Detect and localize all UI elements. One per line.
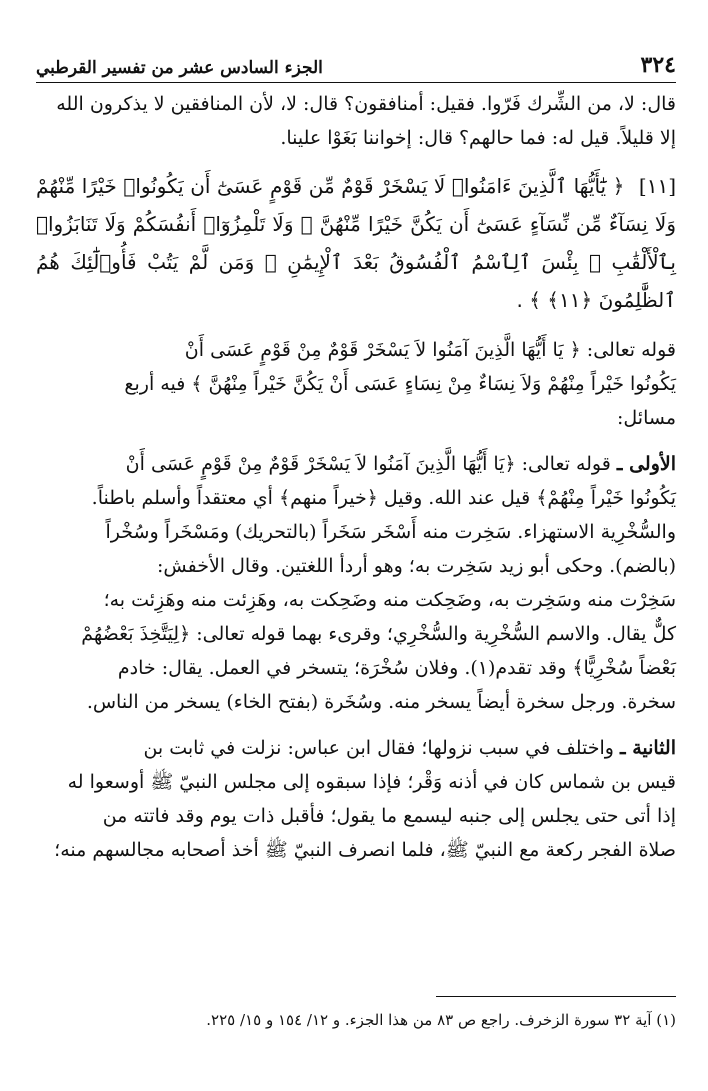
section-first <box>36 447 676 719</box>
section-second <box>36 731 676 867</box>
footnote: (١) آية ٣٢ سورة الزخرف. راجع ص ٨٣ من هذا الجزء. و ١٢/ ١٥٤ و ١٥/ ٢٢٥. <box>206 1011 676 1029</box>
page-header <box>36 52 676 83</box>
text-line: كلٌّ يقال. والاسم السُّخْرِية والسُّخْرِي؛ وقرىء بهما قوله تعالى: ﴿لِيَتَّخِذَ بَعْضُهُمْ <box>81 623 676 645</box>
text-line: سخرة. ورجل سخرة أيضاً يسخر منه. وسُخَرة (بفتح الخاء) يسخر من الناس. <box>86 691 676 713</box>
verse-number: [١١] <box>638 174 676 198</box>
text-line: يَكُونُوا خَيْراً مِنْهُمْ وَلاَ نِسَاءٌ مِنْ نِسَاءٍ عَسَى أَنْ يَكُنَّ خَيْراً مِنْهُنَّ ﴾ فيه أربع <box>124 373 676 395</box>
text-line: مسائل: <box>617 407 676 429</box>
intro-text <box>36 87 676 155</box>
quran-verse <box>36 167 676 319</box>
text-line: يَكُونُوا خَيْراً مِنْهُمْ﴾ قيل عند الله. وقيل ﴿خيراً منهم﴾ أي معتقداً وأسلم باطناً. <box>91 487 676 509</box>
paragraph-commentary <box>36 333 676 435</box>
text-line: قوله تعالى: ﴿يَا أَيُّهَا الَّذِينَ آمَنُوا لاَ يَسْخَرْ قَوْمٌ مِنْ قَوْمٍ عَسَى أَنْ <box>125 453 611 475</box>
text-line: صلاة الفجر ركعة مع النبيّ ﷺ، فلما انصرف النبيّ ﷺ أخذ أصحابه مجالسهم منه؛ <box>54 839 676 861</box>
text-line: بَعْضاً سُخْرِيًّا﴾ وقد تقدم(١). وفلان سُخْرَة؛ يتسخر في العمل. يقال: خادم <box>117 657 676 679</box>
section-label: الأولى ـ <box>616 453 676 475</box>
text-line: قال: لا، من الشِّرك فَرّوا. فقيل: أمنافقون؟ قال: لا، لأن المنافقين لا يذكرون الله <box>56 93 676 115</box>
text-line: واختلف في سبب نزولها؛ فقال ابن عباس: نزلت في ثابت بن <box>143 737 614 759</box>
text-line: قيس بن شماس كان في أذنه وَقْر؛ فإذا سبقوه إلى مجلس النبيّ ﷺ أوسعوا له <box>67 771 676 793</box>
verse-text: ﴿ يَٰٓأَيُّهَا ٱلَّذِينَ ءَامَنُوا۟ لَا يَسْخَرْ قَوْمٌ مِّن قَوْمٍ عَسَىٰٓ أَن يَكُونُوا۟ خَيْرًا مِّنْهُمْ وَلَا نِسَآءٌ مِّن نِّسَآءٍ عَسَىٰٓ أَن يَكُنَّ خَيْرًا مِّنْهُنَّ ۖ وَلَا تَلْمِزُوٓا۟ أَنفُسَكُمْ وَلَا تَنَابَزُوا۟ بِٱلْأَلْقَٰبِ ۖ بِئْسَ ٱلِٱسْمُ ٱلْفُسُوقُ بَعْدَ ٱلْإِيمَٰنِ ۚ وَمَن لَّمْ يَتُبْ فَأُو۟لَٰٓئِكَ هُمُ ٱلظَّٰلِمُونَ ﴿١١﴾ ﴾ . <box>36 174 676 312</box>
page-body <box>36 52 676 867</box>
section-label: الثانية ـ <box>620 737 676 759</box>
text-line: إلا قليلاً. قيل له: فما حالهم؟ قال: إخواننا بَغَوْا علينا. <box>280 127 676 149</box>
text-line: إذا أتى حتى يجلس إلى جنبه ليسمع ما يقول؛ فأقبل ذات يوم وقد فاتته من <box>102 805 676 827</box>
text-line: سَخِرْت منه وسَخِرت به، وضَحِكت منه وضَحِكت به، وهَزِئت منه وهَزِئت به؛ <box>103 589 676 611</box>
text-line: (بالضم). وحكى أبو زيد سَخِرت به؛ وهو أردأ اللغتين. وقال الأخفش: <box>156 555 676 577</box>
running-title: الجزء السادس عشر من تفسير القرطبي <box>36 58 323 78</box>
text-line: قوله تعالى: ﴿ يَا أَيُّهَا الَّذِينَ آمَنُوا لاَ يَسْخَرْ قَوْمٌ مِنْ قَوْمٍ عَسَى أَنْ <box>184 339 676 361</box>
text-line: والسُّخْرِية الاستهزاء. سَخِرت منه أَسْخَر سَخَراً (بالتحريك) ومَسْخَراً وسُخْراً <box>105 521 676 543</box>
footnote-divider <box>436 996 676 997</box>
page-number: ٣٢٤ <box>640 52 676 78</box>
